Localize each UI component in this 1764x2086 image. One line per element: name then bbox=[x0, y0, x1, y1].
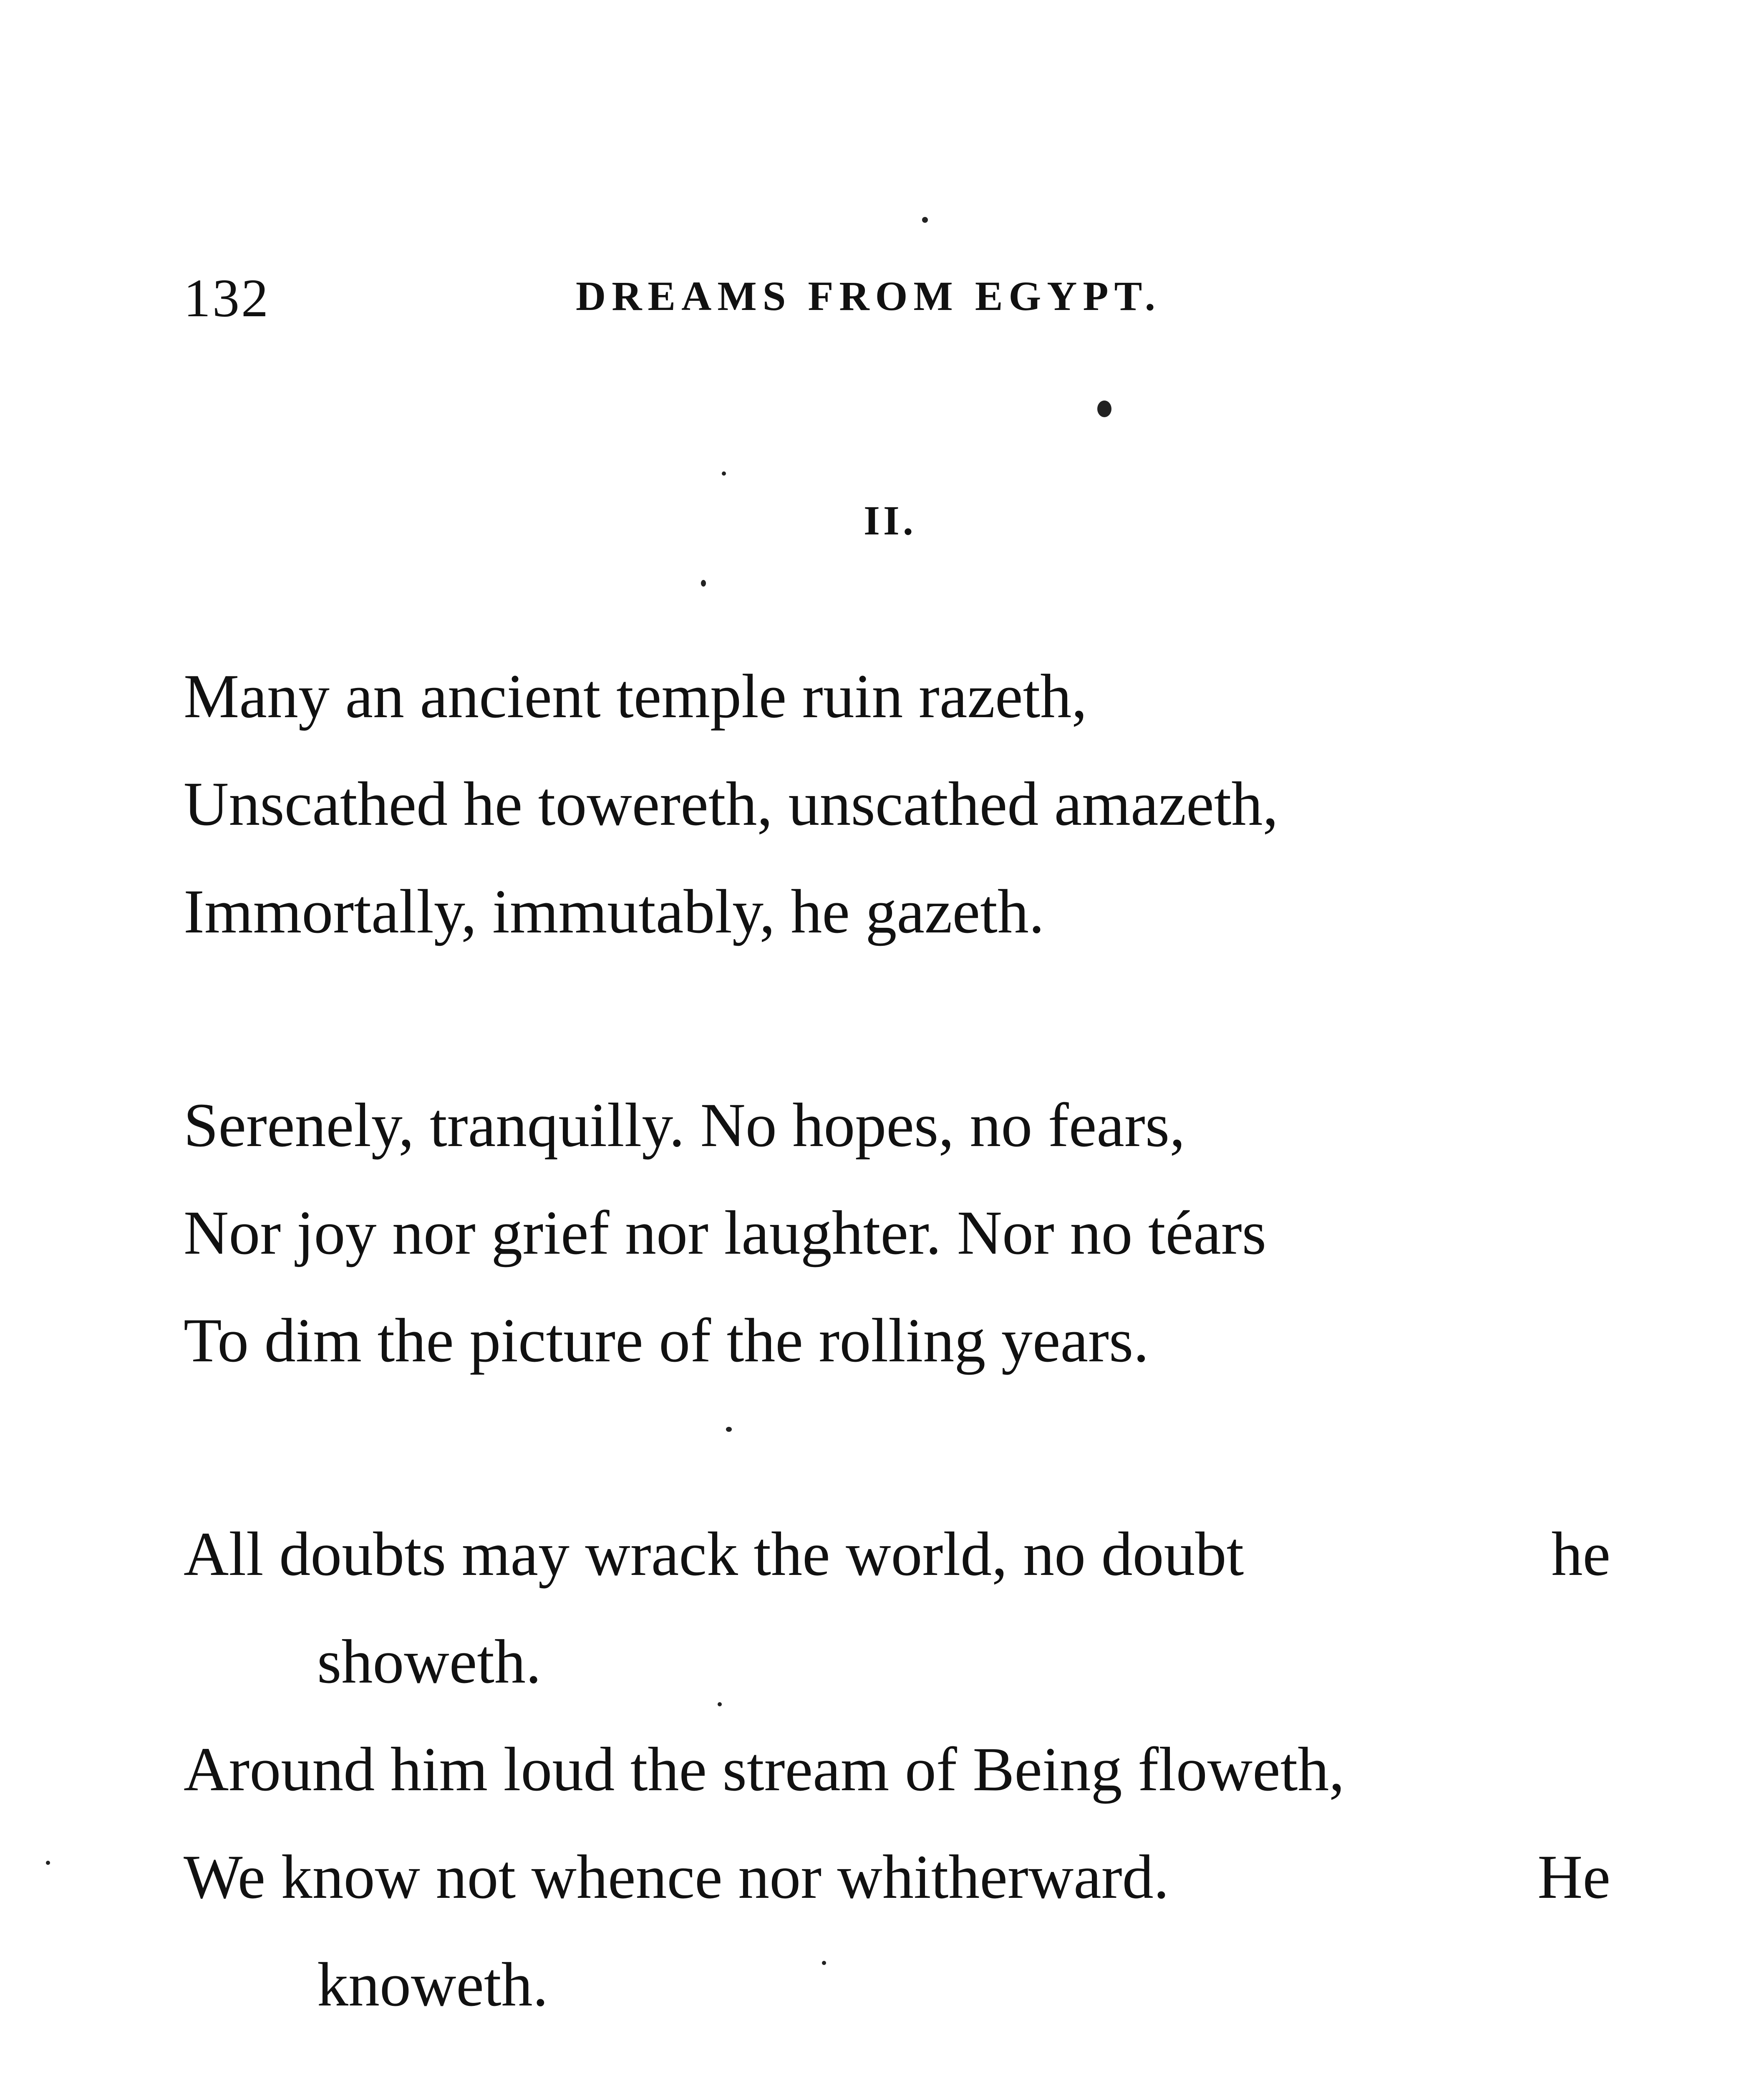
section-number: II. bbox=[864, 497, 917, 544]
poem-line-left: All doubts may wrack the world, no doubt bbox=[184, 1519, 1244, 1589]
stanza-break bbox=[184, 1394, 1644, 1500]
stanza-break bbox=[184, 2038, 1644, 2086]
scan-speck bbox=[1097, 401, 1111, 417]
poem-line-turnover: knoweth. bbox=[317, 1950, 549, 2019]
poem-line: Nor joy nor grief nor laughter. Nor no téars bbox=[184, 1198, 1267, 1267]
poem-line-right: He bbox=[1537, 1842, 1610, 1912]
stanza-2 bbox=[184, 1071, 1644, 1394]
poem-line: Immortally, immutably, he gazeth. bbox=[184, 877, 1045, 946]
poem-line: Many an ancient temple ruin razeth, bbox=[184, 662, 1087, 731]
poem-line: Unscathed he towereth, unscathed amazeth, bbox=[184, 769, 1278, 839]
poem-line: To dim the picture of the rolling years. bbox=[184, 1306, 1149, 1375]
running-title: DREAMS FROM EGYPT. bbox=[576, 273, 1161, 319]
page-number: 132 bbox=[184, 268, 270, 328]
poem-line-turnover: showeth. bbox=[317, 1627, 542, 1696]
scan-speck bbox=[726, 1427, 732, 1432]
stanza-break bbox=[184, 965, 1644, 1071]
stanza-3 bbox=[184, 1500, 1644, 2038]
poem-line-right: he bbox=[1551, 1519, 1610, 1589]
scan-speck bbox=[922, 217, 928, 223]
poem-line: Around him loud the stream of Being floweth, bbox=[184, 1735, 1345, 1804]
scan-speck bbox=[722, 471, 726, 476]
poem bbox=[184, 642, 1644, 2086]
poem-line: Serenely, tranquilly. No hopes, no fears, bbox=[184, 1091, 1185, 1160]
scan-speck bbox=[701, 580, 706, 587]
stanza-1 bbox=[184, 642, 1644, 965]
poem-line bbox=[184, 1500, 1610, 1608]
poem-line-left: We know not whence nor whitherward. bbox=[184, 1842, 1169, 1912]
poem-line bbox=[184, 1823, 1610, 1931]
scan-speck bbox=[718, 1702, 722, 1706]
scan-speck bbox=[46, 1861, 50, 1865]
running-head bbox=[184, 267, 1227, 342]
scan-speck bbox=[822, 1961, 826, 1965]
